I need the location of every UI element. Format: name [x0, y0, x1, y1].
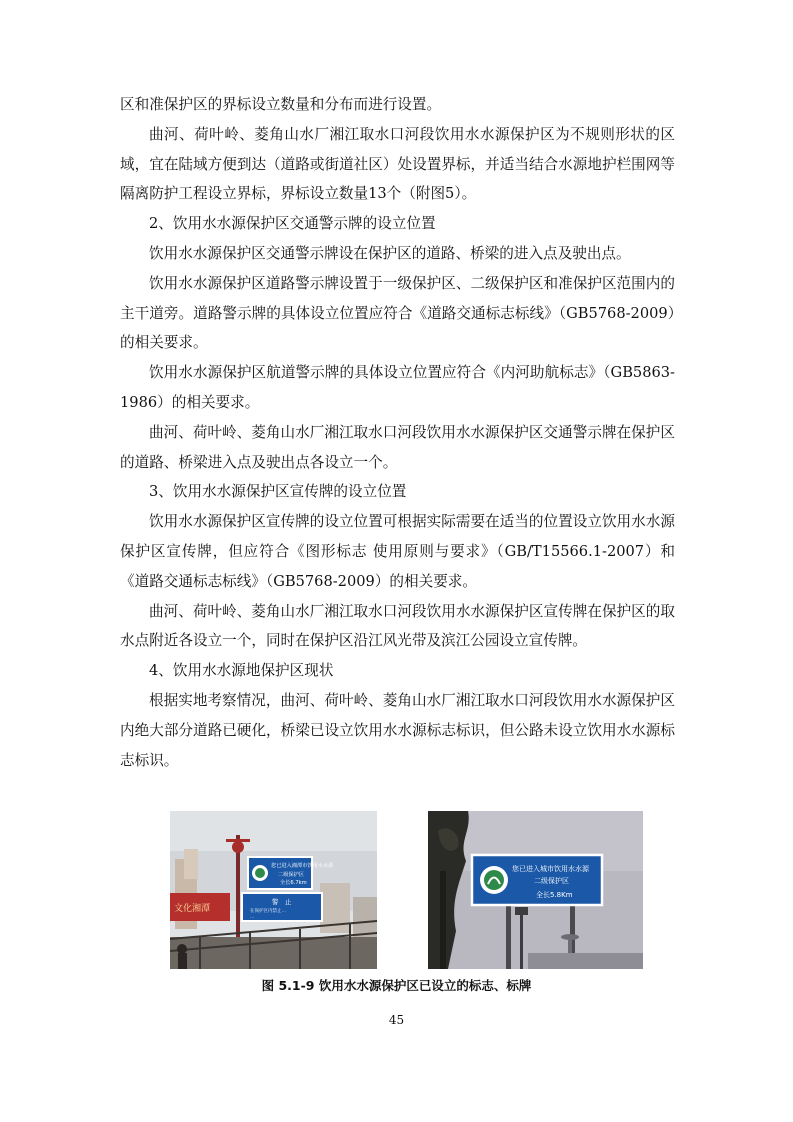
- paragraph-7: 饮用水水源保护区宣传牌的设立位置可根据实际需要在适当的位置设立饮用水水源保护区宣传牌，但应符合《图形标志 使用原则与要求》（GB/T15566.1-2007）和《道路交通标志标线》（GB5768-2009）的相关要求。: [120, 513, 675, 590]
- paragraph-9: 根据实地考察情况，曲河、荷叶岭、菱角山水厂湘江取水口河段饮用水水源保护区内绝大部分道路已硬化，桥梁已设立饮用水水源标志标识，但公路未设立饮用水水源标志标识。: [120, 691, 675, 769]
- photo-road-sign: [428, 811, 643, 969]
- paragraph-8: 曲河、荷叶岭、菱角山水厂湘江取水口河段饮用水水源保护区宣传牌在保护区的取水点附近各设立一个，同时在保护区沿江风光带及滨江公园设立宣传牌。: [120, 602, 675, 650]
- photo-row: [0, 811, 793, 971]
- photo-left-sign-bottom-line2: …: [250, 915, 255, 920]
- body-text: [120, 90, 675, 775]
- paragraph-5: 饮用水水源保护区航道警示牌的具体设立位置应符合《内河助航标志》（GB5863-1986）的相关要求。: [120, 364, 675, 411]
- section-heading-3: 3、饮用水水源保护区宣传牌的设立位置: [149, 483, 407, 501]
- photo-road-sign-image: [428, 811, 643, 969]
- figure-caption: 图 5.1-9 饮用水水源保护区已设立的标志、标牌: [261, 978, 532, 993]
- section-heading-2: 2、饮用水水源保护区交通警示牌的设立位置: [149, 215, 436, 233]
- photo-riverside-signs: [170, 811, 377, 969]
- photo-right-sign-line2: 二级保护区: [534, 877, 569, 885]
- paragraph-6: 曲河、荷叶岭、菱角山水厂湘江取水口河段饮用水水源保护区交通警示牌在保护区的道路、桥梁进入点及驶出点各设立一个。: [120, 423, 675, 471]
- photo-left-sign-line2: 二级保护区: [278, 872, 304, 878]
- paragraph-2: 曲河、荷叶岭、菱角山水厂湘江取水口河段饮用水水源保护区为不规则形状的区域，宜在陆域方便到达（道路或街道社区）处设置界标，并适当结合水源地护栏围网等隔离防护工程设立界标，界标设立数量13个（附图5）。: [120, 125, 675, 203]
- page-number: 45: [388, 1013, 405, 1027]
- photo-right-sign-line1: 您已进入城市饮用水水源: [512, 865, 589, 873]
- photo-left-sign-bottom-line1: 在保护区内禁止…: [250, 909, 286, 914]
- photo-left-sign-bottom-title: 警 止: [272, 898, 292, 906]
- section-heading-4: 4、饮用水水源地保护区现状: [149, 662, 334, 680]
- photo-riverside-signs-image: [170, 811, 377, 969]
- photo-banner-text: 文化湘潭: [174, 904, 211, 914]
- photo-left-sign-line3: 全长6.7km: [280, 880, 307, 886]
- photo-right-sign-line3: 全长5.8Km: [536, 891, 573, 899]
- paragraph-3: 饮用水水源保护区交通警示牌设在保护区的道路、桥梁的进入点及驶出点。: [149, 244, 631, 262]
- paragraph-4: 饮用水水源保护区道路警示牌设置于一级保护区、二级保护区和准保护区范围内的主干道旁。道路警示牌的具体设立位置应符合《道路交通标志标线》（GB5768-2009）的相关要求。: [120, 274, 675, 352]
- photo-left-sign-line1: 您已进入湘潭市饮用水水源: [271, 863, 334, 869]
- paragraph-1: 区和准保护区的界标设立数量和分布而进行设置。: [120, 96, 442, 113]
